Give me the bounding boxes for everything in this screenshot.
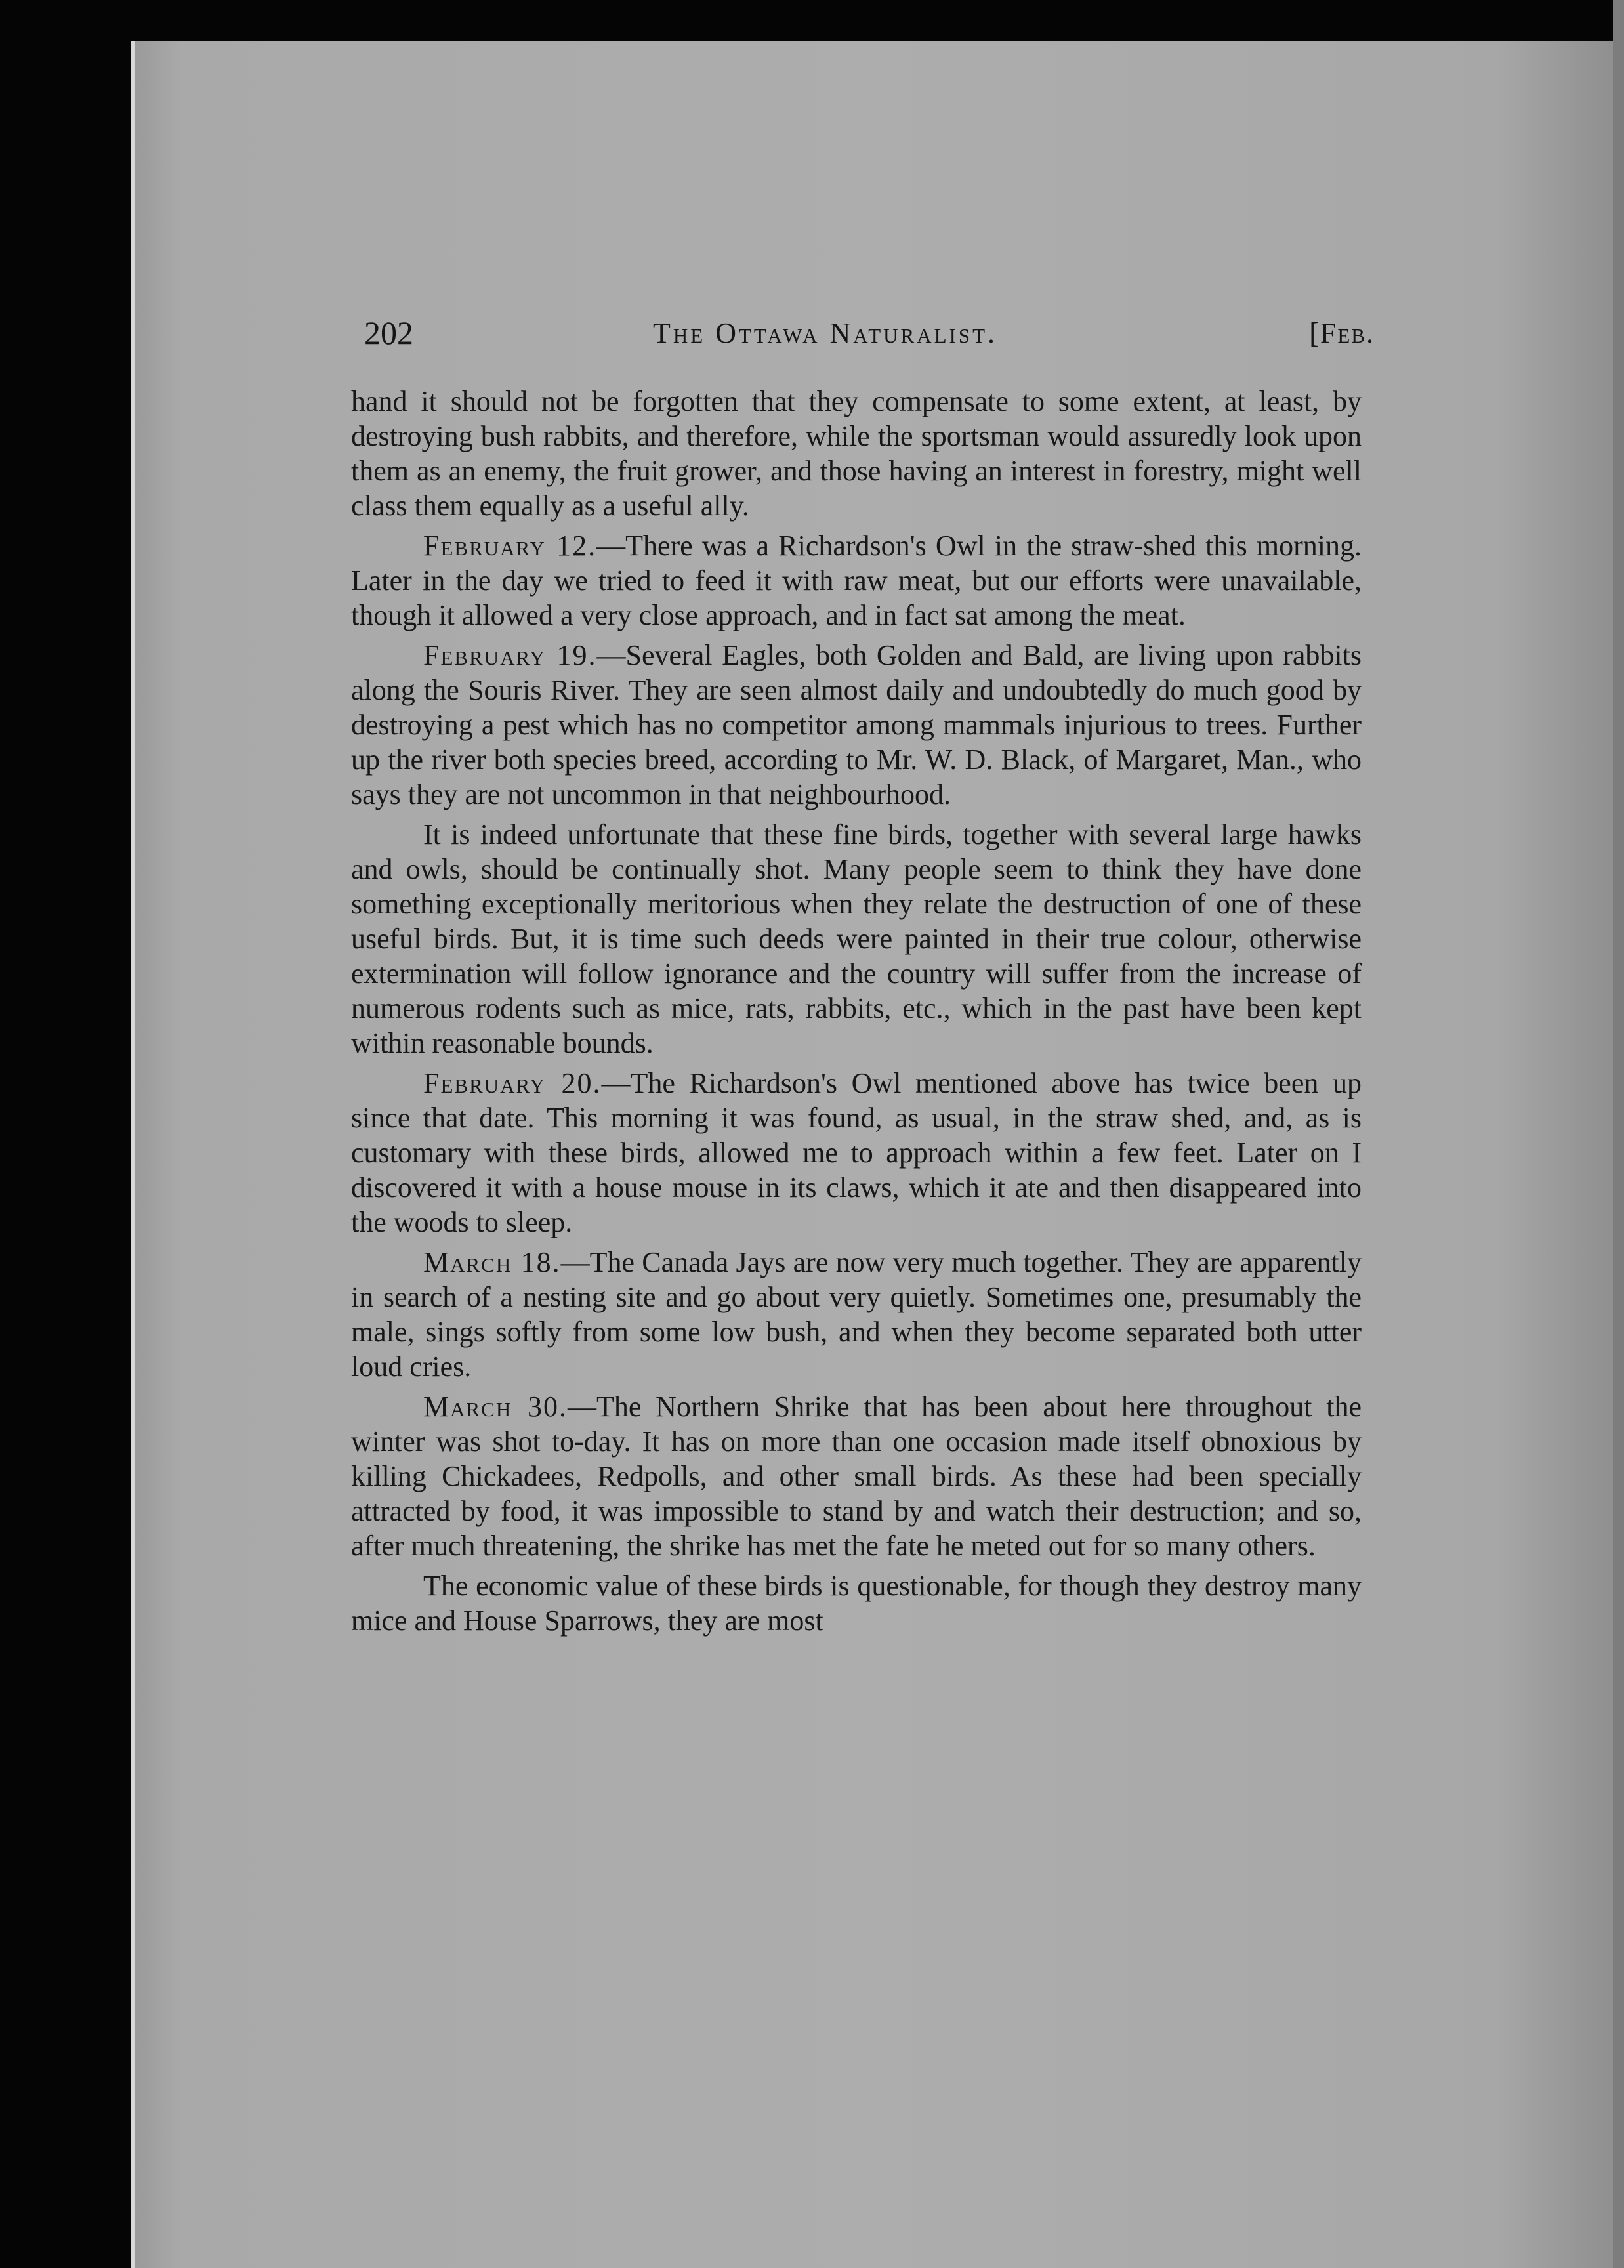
running-title: The Ottawa Naturalist. bbox=[653, 317, 998, 349]
diary-entry-feb-19 bbox=[351, 638, 1362, 812]
paragraph-text: The economic value of these birds is questionable, for though they destroy many mice and House Sparrows, they are most bbox=[351, 1570, 1362, 1637]
entry-date: March 30. bbox=[423, 1391, 568, 1423]
entry-text: —The Northern Shrike that has been about here throughout the winter was shot to-day. It has on more than one occasion made itself obnoxious by killing Chickadees, Redpolls, and other small birds. As these had been specially attracted by food, it was impossible to stand by and watch their destruction; and so, after much threatening, the shrike has met the fate he meted out for so many others. bbox=[351, 1391, 1362, 1562]
paragraph-text: hand it should not be forgotten that they compensate to some extent, at least, by destroying bush rabbits, and therefore, while the sportsman would assuredly look upon them as an enemy, the fruit grower, and those having an interest in forestry, might well class them equally as a useful ally. bbox=[351, 385, 1362, 522]
entry-date: February 20. bbox=[423, 1067, 602, 1099]
entry-date: March 18. bbox=[423, 1246, 561, 1278]
diary-entry-mar-30 bbox=[351, 1389, 1362, 1563]
diary-entry-feb-12 bbox=[351, 528, 1362, 633]
running-month: [Feb. bbox=[1309, 317, 1375, 349]
adjacent-page-edge bbox=[1613, 0, 1624, 2268]
entry-text: —Several Eagles, both Golden and Bald, are living upon rabbits along the Souris River. They are seen almost daily and undoubtedly do much good by destroying a pest which has no competitor among mammals injurious to trees. Further up the river both species breed, according to Mr. W. D. Black, of Margaret, Man., who says they are not uncommon in that neighbourhood. bbox=[351, 639, 1362, 810]
paragraph-continuation bbox=[351, 384, 1362, 523]
page-number: 202 bbox=[364, 314, 413, 351]
entry-text: —The Canada Jays are now very much together. They are apparently in search of a nesting site and go about very quietly. Sometimes one, presumably the male, sings softly from some low bush, and when they become separated both utter loud cries. bbox=[351, 1246, 1362, 1383]
paragraph-shrike-commentary bbox=[351, 1568, 1362, 1638]
entry-date: February 12. bbox=[423, 530, 597, 562]
diary-entry-mar-18 bbox=[351, 1245, 1362, 1384]
entry-date: February 19. bbox=[423, 639, 597, 671]
body-text bbox=[351, 384, 1362, 1643]
diary-entry-feb-20 bbox=[351, 1066, 1362, 1240]
paragraph-eagles-commentary bbox=[351, 817, 1362, 1060]
paragraph-text: It is indeed unfortunate that these fine birds, together with several large hawks and owls, should be continually shot. Many people seem to think they have done something exceptionally meritorious when they relate the destruction of one of these useful birds. But, it is time such deeds were painted in their true colour, otherwise extermination will follow ignorance and the country will suffer from the increase of numerous rodents such as mice, rats, rabbits, etc., which in the past have been kept within reasonable bounds. bbox=[351, 818, 1362, 1059]
entry-text: —The Richardson's Owl mentioned above has twice been up since that date. This morning it was found, as usual, in the straw shed, and, as is customary with these birds, allowed me to approach within a few feet. Later on I discovered it with a house mouse in its claws, which it ate and then disappeared into the woods to sleep. bbox=[351, 1067, 1362, 1238]
entry-text: —There was a Richardson's Owl in the straw-shed this morning. Later in the day we tried to feed it with raw meat, but our efforts were unavailable, though it allowed a very close approach, and in fact sat among the meat. bbox=[351, 530, 1362, 631]
running-header bbox=[364, 314, 1375, 366]
